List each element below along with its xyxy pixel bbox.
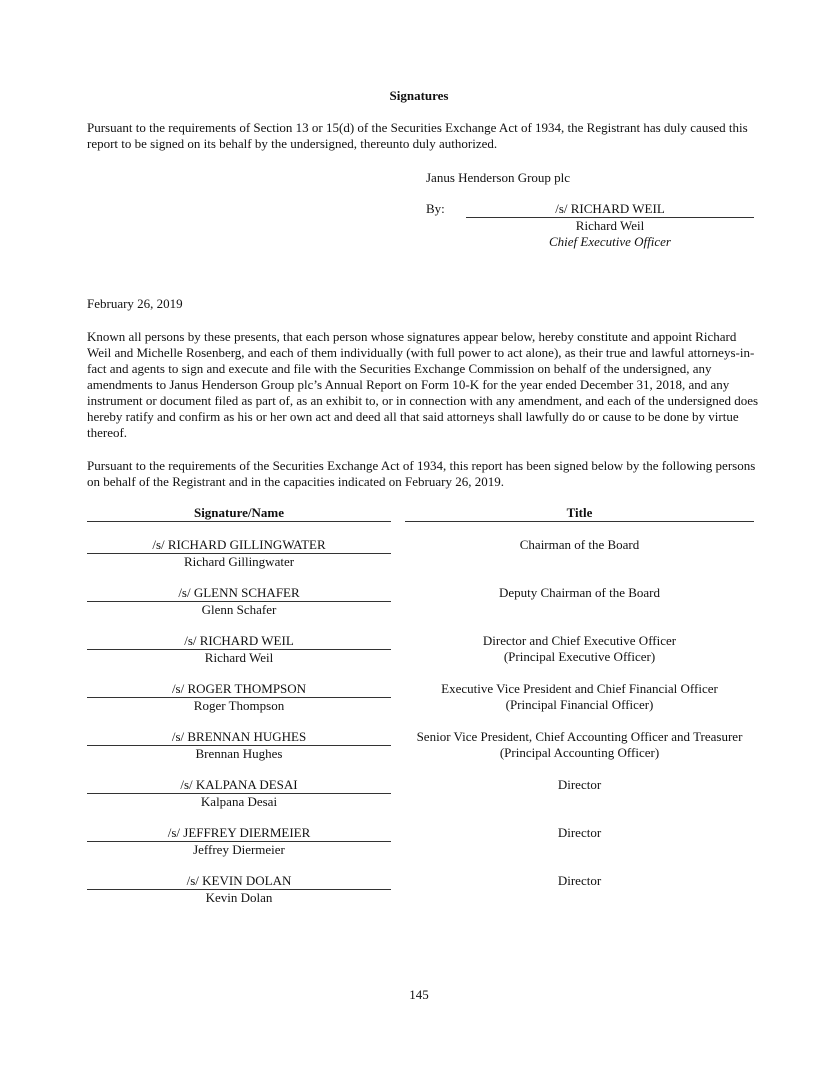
signatory-title-note: (Principal Executive Officer) [503, 649, 656, 664]
signatory-title: Director [557, 777, 602, 792]
signatory-name: Richard Weil [204, 650, 274, 665]
signatory-title: Director [557, 825, 602, 840]
signatory-signature: /s/ RICHARD GILLINGWATER [87, 537, 391, 554]
signatory-title: Director [557, 873, 602, 888]
title-header: Title [405, 505, 754, 522]
page-number: 145 [409, 987, 429, 1002]
signatory-title: Deputy Chairman of the Board [498, 585, 660, 600]
registrant-signature-block [466, 201, 754, 250]
signatory-name: Richard Gillingwater [183, 554, 295, 569]
signatory-signature: /s/ GLENN SCHAFER [87, 585, 391, 602]
signatory-row [0, 825, 838, 873]
signatory-title: Chairman of the Board [519, 537, 640, 552]
registrant-signature: /s/ RICHARD WEIL [466, 201, 754, 218]
signatory-signature: /s/ KALPANA DESAI [87, 777, 391, 794]
signature-name-header: Signature/Name [87, 505, 391, 522]
signatory-name: Glenn Schafer [201, 602, 277, 617]
signatory-signature: /s/ BRENNAN HUGHES [87, 729, 391, 746]
signatory-signature: /s/ ROGER THOMPSON [87, 681, 391, 698]
signatory-title: Executive Vice President and Chief Financial Officer [441, 681, 718, 696]
by-label: By: [426, 201, 445, 216]
intro-paragraph: Pursuant to the requirements of Section 13 or 15(d) of the Securities Exchange Act of 1934, the Registrant has duly caused this report to be signed on its behalf by the undersigned, thereunto duly authorized. [87, 120, 748, 151]
signatory-row [0, 633, 838, 681]
signatory-name: Roger Thompson [193, 698, 285, 713]
signatory-row [0, 681, 838, 729]
signatory-row [0, 873, 838, 921]
registrant-title: Chief Executive Officer [548, 234, 671, 249]
power-of-attorney-paragraph: Known all persons by these presents, that each person whose signatures appear below, hereby constitute and appoint Richard Weil and Michelle Rosenberg, and each of them individually (with full power to act alone), as their true and lawful attorneys-in-fact and agents to sign and execute and file with the Securities Exchange Commission on behalf of the undersigned, any amendments to Janus Henderson Group plc’s Annual Report on Form 10-K for the year ended December 31, 2018, and any instrument or document filed as part of, as an exhibit to, or in connection with any amendment, and each of the undersigned does hereby ratify and confirm as his or her own act and deed all that said attorneys shall lawfully do or cause to be done by virtue thereof. [87, 329, 759, 440]
signatory-title: Senior Vice President, Chief Accounting Officer and Treasurer [416, 729, 743, 744]
signatory-name: Brennan Hughes [195, 746, 283, 761]
signatory-row [0, 729, 838, 777]
registrant-company: Janus Henderson Group plc [426, 170, 571, 185]
report-date: February 26, 2019 [87, 296, 183, 311]
signatory-name: Jeffrey Diermeier [193, 842, 285, 857]
signatory-title-note: (Principal Accounting Officer) [499, 745, 660, 760]
signatory-signature: /s/ JEFFREY DIERMEIER [87, 825, 391, 842]
page-heading: Signatures [389, 88, 449, 103]
signatory-signature: /s/ RICHARD WEIL [87, 633, 391, 650]
signatory-row [0, 777, 838, 825]
signatory-title-note: (Principal Financial Officer) [505, 697, 654, 712]
registrant-name: Richard Weil [575, 218, 645, 233]
signatory-row [0, 585, 838, 633]
signatory-signature: /s/ KEVIN DOLAN [87, 873, 391, 890]
pursuant-paragraph: Pursuant to the requirements of the Securities Exchange Act of 1934, this report has been signed below by the following persons on behalf of the Registrant and in the capacities indicated on February 26, 2019. [87, 458, 756, 489]
signatory-name: Kalpana Desai [200, 794, 278, 809]
signatory-row [0, 537, 838, 585]
signatory-name: Kevin Dolan [205, 890, 273, 905]
signatory-title: Director and Chief Executive Officer [482, 633, 677, 648]
